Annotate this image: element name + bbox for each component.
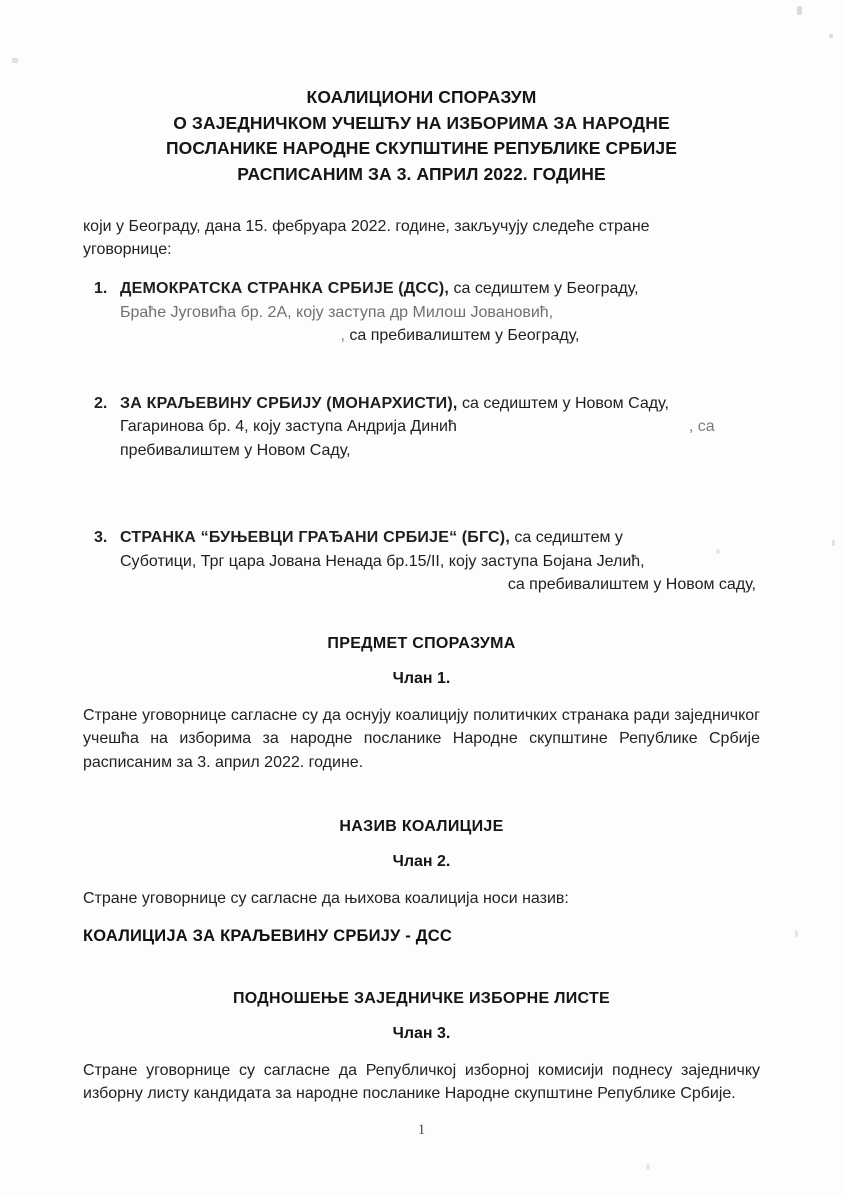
section-body: Стране уговорнице сагласне су да оснују коалицију политичких странака ради заједничког учешћа на изборима за народне посланике Народне скупштине Републике Србије расписаним за 3. април 2022. године. (83, 706, 760, 771)
party-address-text: Гагаринова бр. 4, коју заступа Андрија Динић (120, 418, 457, 435)
title-line-2: О ЗАЈЕДНИЧКОМ УЧЕШЋУ НА ИЗБОРИМА ЗА НАРОДНЕ (173, 112, 670, 133)
party-line-1 (120, 526, 760, 550)
party-list (83, 277, 760, 597)
section-heading: ПОДНОШЕЊЕ ЗАЈЕДНИЧКЕ ИЗБОРНЕ ЛИСТЕ (232, 989, 611, 1007)
party-seat-text: са седиштем у Новом Саду, (462, 394, 669, 412)
scan-speckle-icon (797, 6, 802, 15)
section-heading: ПРЕДМЕТ СПОРАЗУМА (327, 634, 516, 652)
intro-line-2: уговорнице: (83, 241, 172, 258)
title-line-4: РАСПИСАНИМ ЗА 3. АПРИЛ 2022. ГОДИНЕ (237, 163, 606, 184)
party-name: СТРАНКА “БУЊЕВЦИ ГРАЂАНИ СРБИЈЕ“ (120, 529, 458, 546)
party-seat-text: са седиштем у Београду, (453, 280, 639, 297)
party-name-comma: , (452, 394, 458, 412)
scan-speckle-icon (12, 58, 18, 63)
list-item (83, 526, 760, 597)
party-line-1 (120, 277, 760, 301)
intro-line-1: који у Београду, дана 15. фебруара 2022. године, закључују следеће стране (83, 218, 650, 235)
party-abbreviation: (ДСС), (398, 280, 450, 297)
party-residence-text: са пребивалиштем у Београду, (349, 327, 580, 344)
article-number: Члан 1. (392, 669, 451, 687)
coalition-name: КОАЛИЦИЈА ЗА КРАЉЕВИНУ СРБИЈУ - ДСС (83, 926, 452, 945)
list-item (83, 392, 760, 463)
party-line-1 (120, 392, 760, 416)
party-line-3: са пребивалиштем у Новом саду, (507, 576, 756, 593)
article-number: Члан 2. (392, 853, 451, 870)
scan-speckle-icon (829, 34, 833, 38)
stray-mark-icon: , са (688, 418, 715, 435)
list-item (83, 277, 760, 348)
section-body: Стране уговорнице су сагласне да Републичкој изборној комисији поднесу заједничку изборну листу кандидата за народне посланике Народне скупштине Републике Србије. (83, 1061, 760, 1102)
party-line-2: Браће Југовића бр. 2А, коју заступа др Милош Јовановић, (120, 303, 554, 321)
party-line-2: Суботици, Трг цара Јована Ненада бр.15/II, коју заступа Бојана Јелић, (120, 552, 645, 570)
party-line-2 (120, 415, 760, 439)
section-heading: НАЗИВ КОАЛИЦИЈЕ (339, 818, 504, 835)
document-content (83, 0, 760, 1122)
section-body: Стране уговорнице су сагласне да њихова коалиција носи назив: (83, 890, 569, 907)
title-line-1: КОАЛИЦИОНИ СПОРАЗУМ (306, 87, 537, 107)
section-predmet-sporazuma (83, 635, 760, 775)
list-item-number: 1. (94, 280, 108, 297)
party-name: ЗА КРАЉЕВИНУ СРБИЈУ (МОНАРХИСТИ) (120, 394, 453, 412)
scan-speckle-icon (795, 930, 798, 937)
list-item-number: 3. (94, 529, 108, 546)
party-abbreviation: (БГС), (461, 529, 510, 546)
article-number: Члан 3. (392, 1024, 451, 1042)
party-line-3: пребивалиштем у Новом Саду, (120, 441, 351, 459)
list-item-number: 2. (94, 394, 108, 412)
party-name: ДЕМОКРАТСКА СТРАНКА СРБИЈЕ (120, 280, 394, 297)
stray-mark-icon: , (340, 327, 345, 344)
party-line-3 (120, 324, 760, 348)
title-line-3: ПОСЛАНИКЕ НАРОДНЕ СКУПШТИНЕ РЕПУБЛИКЕ СРБИЈЕ (165, 138, 678, 158)
page-number: 1 (417, 1122, 426, 1138)
scan-speckle-icon (832, 540, 835, 546)
section-podnosenje-liste (83, 990, 760, 1106)
section-naziv-koalicije (83, 818, 760, 946)
intro-paragraph (83, 215, 760, 261)
document-title (83, 85, 760, 187)
scan-speckle-icon (646, 1164, 650, 1170)
party-seat-text: са седиштем у (514, 529, 623, 546)
